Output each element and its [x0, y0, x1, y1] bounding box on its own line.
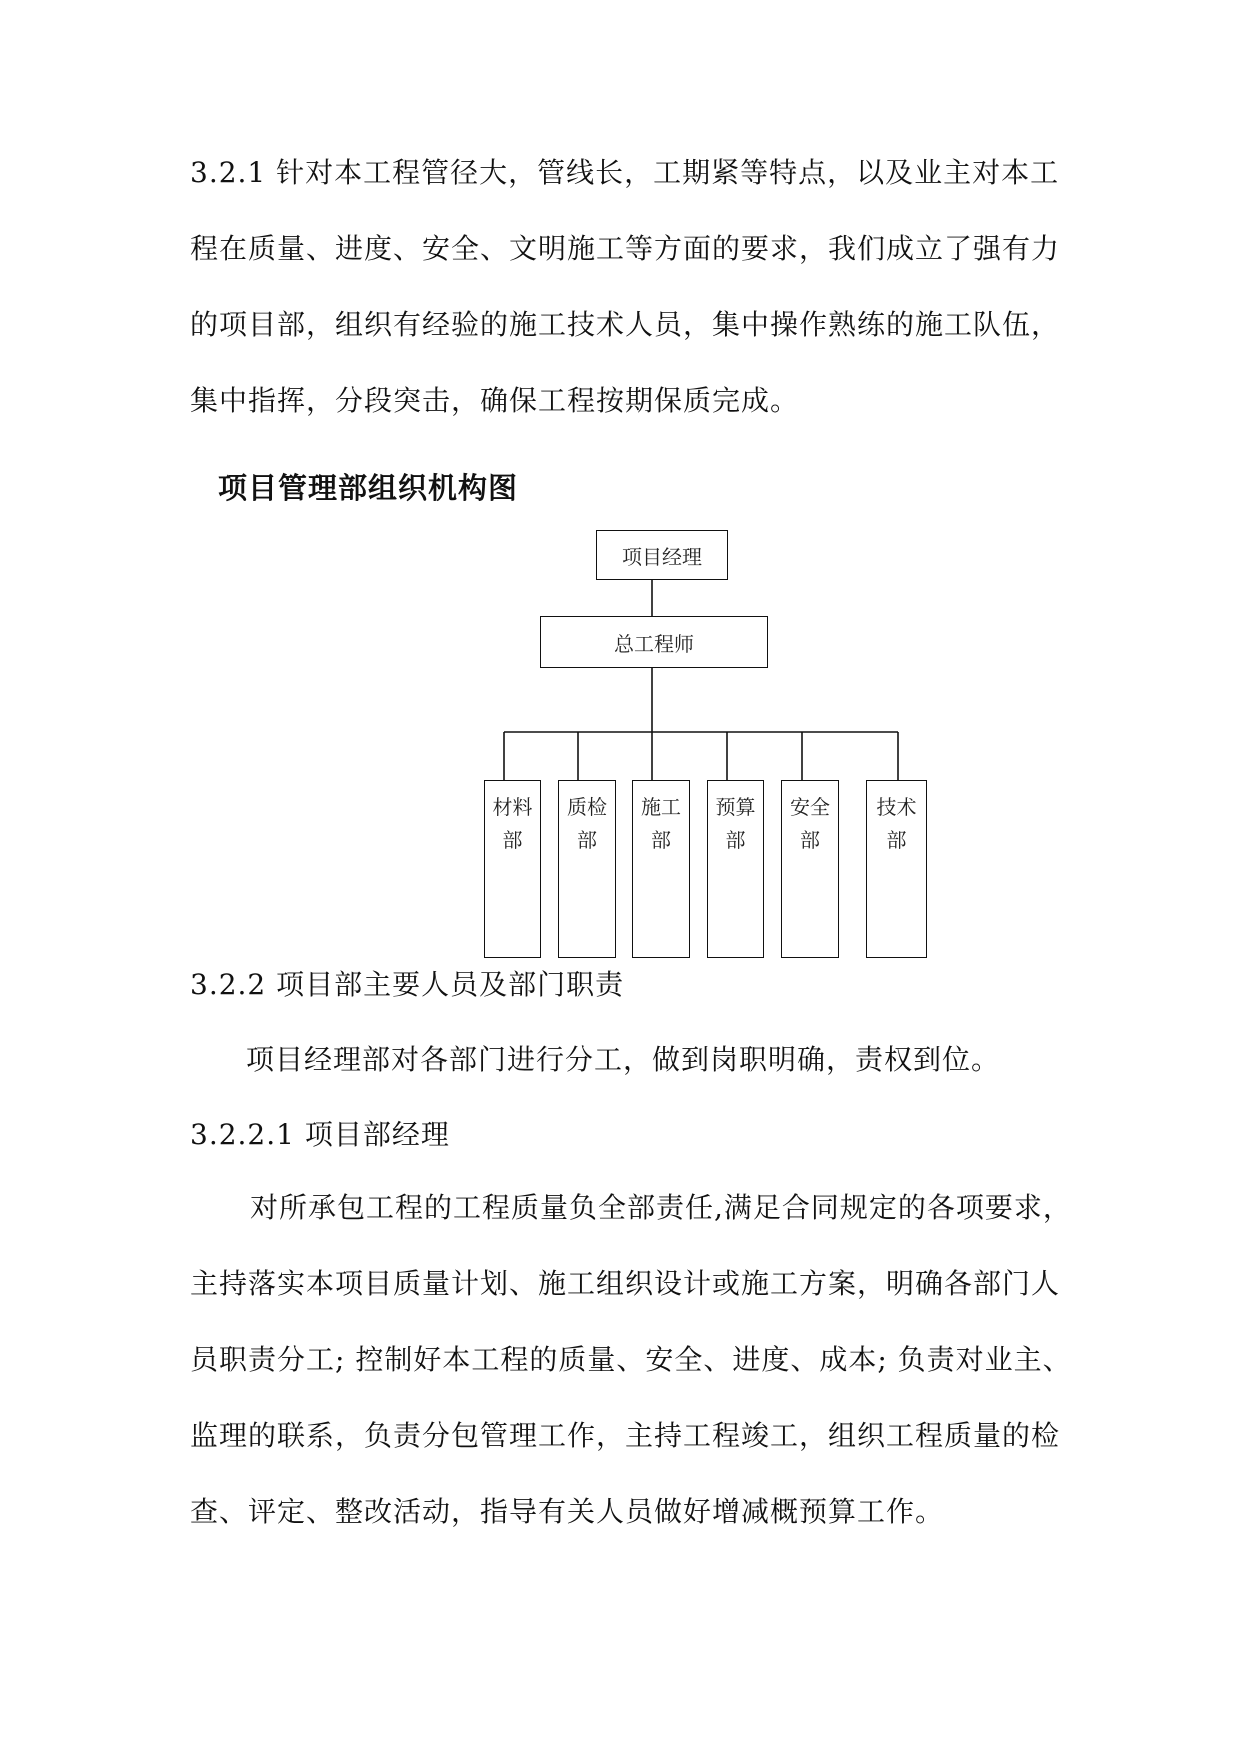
org-box-chief-engineer — [540, 616, 768, 668]
intro-line: 3.2.1 针对本工程管径大，管线长，工期紧等特点，以及业主对本工 — [190, 156, 1060, 189]
org-box-label: 总工程师 — [614, 631, 694, 656]
org-box-department: 技术部 — [866, 780, 927, 958]
org-chart-caption: 项目管理部组织机构图 — [218, 471, 519, 505]
org-box-department: 施工部 — [632, 780, 690, 958]
intro-line: 的项目部，组织有经验的施工技术人员，集中操作熟练的施工队伍， — [190, 308, 1061, 341]
org-box-department: 安全部 — [781, 780, 839, 958]
section-322-heading: 3.2.2 项目部主要人员及部门职责 — [190, 968, 625, 1001]
paragraph-line: 监理的联系，负责分包管理工作，主持工程竣工，组织工程质量的检 — [190, 1419, 1061, 1452]
org-box-label: 项目经理 — [622, 544, 702, 569]
org-box-department: 预算部 — [707, 780, 764, 958]
paragraph-line: 查、评定、整改活动，指导有关人员做好增减概预算工作。 — [190, 1495, 945, 1528]
section-322-text: 项目经理部对各部门进行分工，做到岗职明确，责权到位。 — [246, 1043, 1001, 1076]
org-box-project-manager — [596, 530, 728, 580]
section-3221-heading: 3.2.2.1 项目部经理 — [190, 1118, 450, 1151]
intro-line: 程在质量、进度、安全、文明施工等方面的要求，我们成立了强有力 — [190, 232, 1061, 265]
org-box-department: 材料部 — [484, 780, 541, 958]
paragraph-line: 员职责分工; 控制好本工程的质量、安全、进度、成本; 负责对业主、 — [190, 1343, 1072, 1376]
section-3221-paragraph — [190, 1170, 1072, 1550]
paragraph-line: 主持落实本项目质量计划、施工组织设计或施工方案，明确各部门人 — [190, 1267, 1061, 1300]
intro-line: 集中指挥，分段突击，确保工程按期保质完成。 — [190, 384, 800, 417]
paragraph-line: 对所承包工程的工程质量负全部责任,满足合同规定的各项要求， — [250, 1191, 1072, 1224]
org-box-department: 质检部 — [558, 780, 616, 958]
